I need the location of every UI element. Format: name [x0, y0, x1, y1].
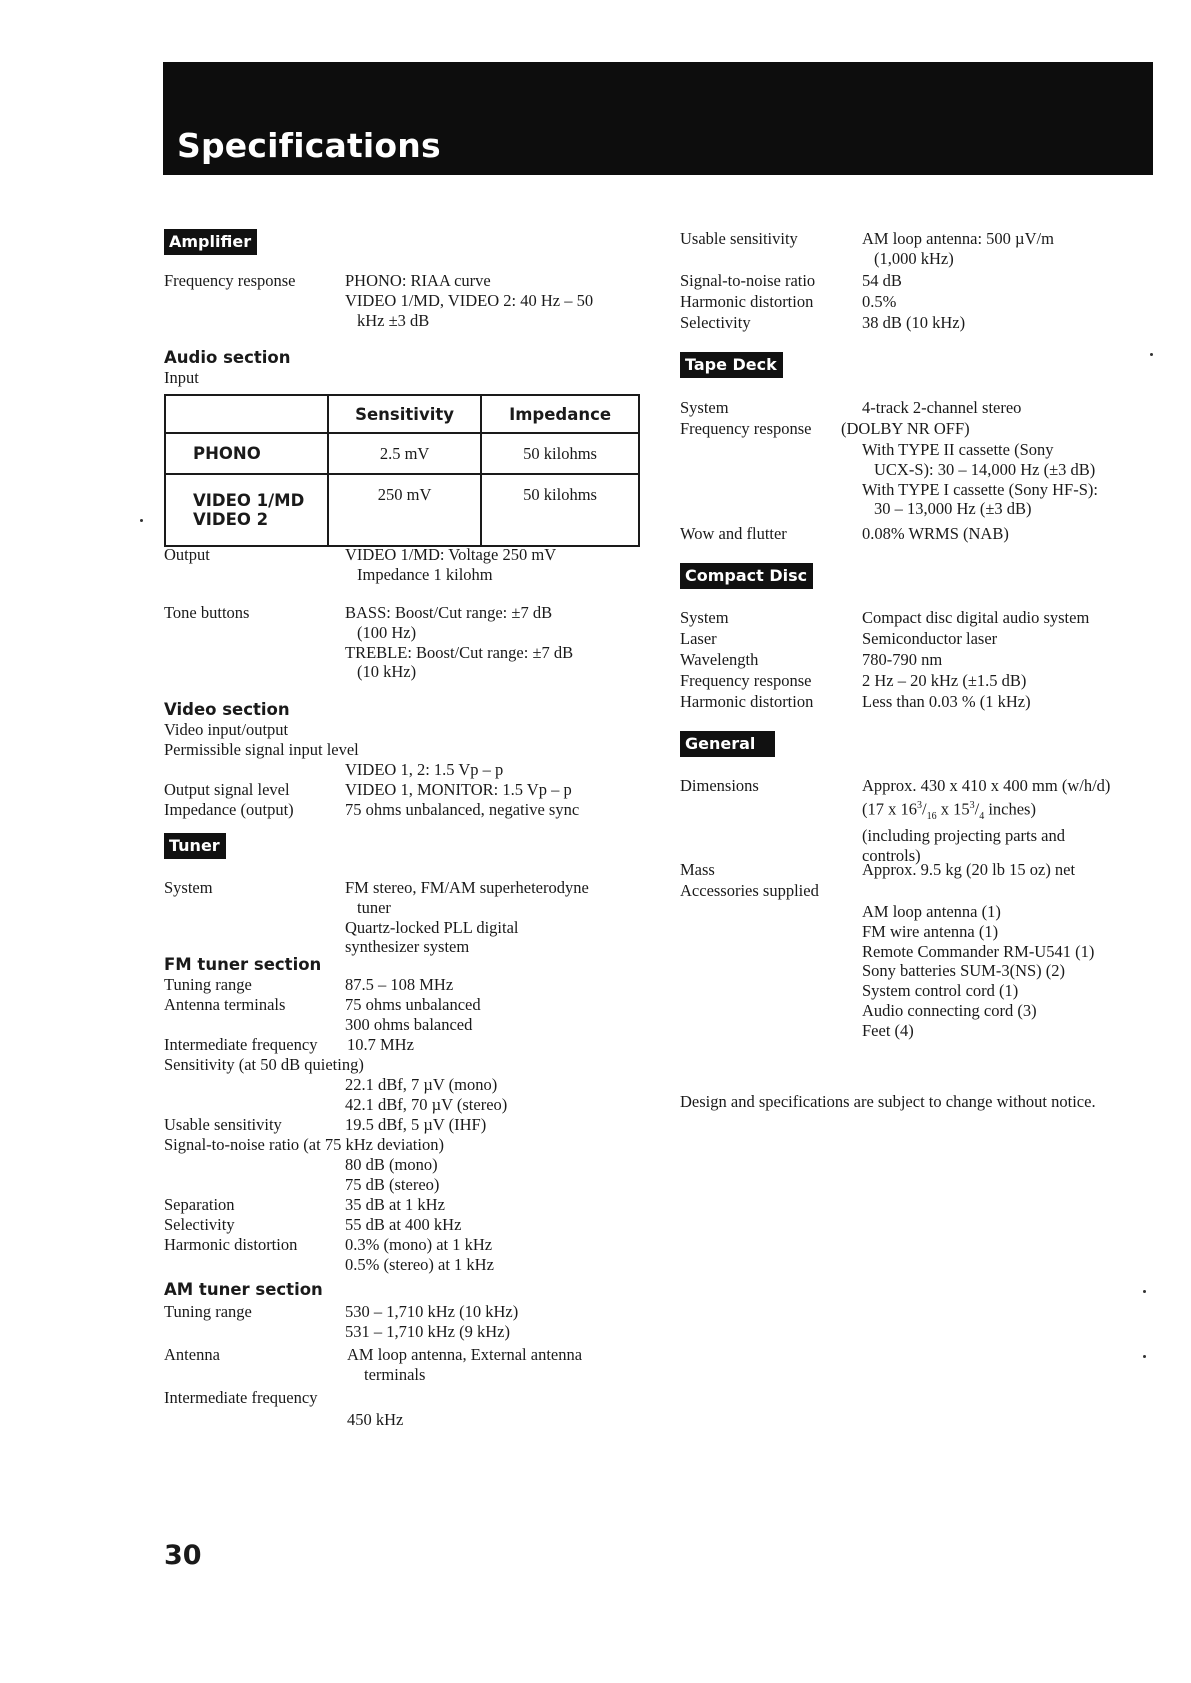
- value: [345, 995, 481, 1035]
- scan-mark: [140, 519, 143, 522]
- label: Tuning range: [164, 975, 252, 994]
- title-banner: [163, 62, 1153, 175]
- label: Usable sensitivity: [680, 229, 798, 248]
- list-item: FM wire antenna (1): [862, 921, 999, 941]
- fm-section-heading: FM tuner section: [164, 955, 322, 974]
- value: [345, 603, 573, 682]
- value-line: 42.1 dBf, 70 µV (stereo): [345, 1094, 508, 1114]
- label: Tone buttons: [164, 603, 250, 622]
- value-line: With TYPE II cassette (Sony: [862, 440, 1054, 459]
- compact-disc-tag: Compact Disc: [680, 563, 813, 589]
- value-line: controls): [862, 846, 921, 866]
- text: 16: [926, 810, 937, 822]
- value-line: PHONO: RIAA curve: [345, 271, 491, 290]
- label: Frequency response: [680, 419, 812, 438]
- label: Selectivity: [680, 313, 751, 332]
- general-tag: General: [680, 731, 775, 757]
- value-line: Impedance 1 kilohm: [357, 564, 493, 584]
- value-line: (100 Hz): [357, 622, 417, 642]
- value-line: 300 ohms balanced: [345, 1014, 473, 1034]
- row-sensitivity: 250 mV: [328, 474, 481, 546]
- specification-notice: Design and specifications are subject to change without notice.: [680, 1092, 1096, 1111]
- value-line: 530 – 1,710 kHz (10 kHz): [345, 1302, 519, 1321]
- label: Tuning range: [164, 1302, 252, 1321]
- input-label: Input: [164, 368, 199, 387]
- label: Signal-to-noise ratio: [680, 271, 816, 290]
- value-line: BASS: Boost/Cut range: ±7 dB: [345, 603, 553, 622]
- value-line: 80 dB (mono): [345, 1155, 438, 1174]
- value: [345, 878, 589, 957]
- label: Wavelength: [680, 650, 759, 669]
- value: 780-790 nm: [862, 650, 943, 669]
- value-line: terminals: [364, 1364, 426, 1384]
- value: 2 Hz – 20 kHz (±1.5 dB): [862, 671, 1027, 690]
- label: System: [164, 878, 213, 897]
- value: 0.5%: [862, 292, 897, 311]
- label: Dimensions: [680, 776, 759, 795]
- value-line: VIDEO 1/MD: Voltage 250 mV: [345, 545, 557, 564]
- row-impedance: 50 kilohms: [481, 433, 639, 474]
- list-item: System control cord (1): [862, 981, 1019, 1001]
- value-line: 75 dB (stereo): [345, 1174, 440, 1194]
- value: [345, 545, 556, 585]
- text: 3: [969, 799, 975, 811]
- table-header-sensitivity: Sensitivity: [328, 395, 481, 433]
- list-item: Sony batteries SUM-3(NS) (2): [862, 961, 1066, 981]
- value: 10.7 MHz: [347, 1035, 414, 1054]
- value-line: Approx. 430 x 410 x 400 mm (w/h/d): [862, 776, 1111, 795]
- label: Intermediate frequency: [164, 1035, 318, 1054]
- label: Separation: [164, 1195, 235, 1214]
- table-row: [165, 433, 639, 474]
- text: /: [922, 799, 927, 819]
- label: Accessories supplied: [680, 881, 819, 900]
- label: Output signal level: [164, 780, 290, 799]
- permissible-value: VIDEO 1, 2: 1.5 Vp – p: [345, 760, 504, 779]
- row-name: [165, 474, 328, 546]
- value-line: UCX-S): 30 – 14,000 Hz (±3 dB): [874, 459, 1096, 479]
- value: [345, 271, 593, 330]
- row-sensitivity: 2.5 mV: [328, 433, 481, 474]
- value: 0.08% WRMS (NAB): [862, 524, 1009, 543]
- value: [345, 1075, 507, 1115]
- text: inches): [984, 799, 1036, 819]
- label: Harmonic distortion: [680, 692, 814, 711]
- value-line: 531 – 1,710 kHz (9 kHz): [345, 1321, 510, 1341]
- am-intermediate-value: 450 kHz: [347, 1410, 404, 1429]
- text: /: [974, 799, 980, 819]
- list-item: AM loop antenna (1): [862, 902, 1001, 921]
- video-io-label: Video input/output: [164, 720, 289, 739]
- value: Less than 0.03 % (1 kHz): [862, 692, 1031, 711]
- value-line: 30 – 13,000 Hz (±3 dB): [874, 499, 1032, 519]
- scan-mark: [1143, 1355, 1146, 1358]
- tuner-tag: Tuner: [164, 833, 226, 859]
- value: Compact disc digital audio system: [862, 608, 1090, 627]
- value-line: 0.5% (stereo) at 1 kHz: [345, 1254, 494, 1274]
- value: [862, 440, 1098, 519]
- value: 75 ohms unbalanced, negative sync: [345, 800, 580, 819]
- tape-deck-tag: Tape Deck: [680, 352, 783, 378]
- value-line: Quartz-locked PLL digital: [345, 917, 519, 937]
- label: Impedance (output): [164, 800, 294, 819]
- row-impedance: 50 kilohms: [481, 474, 639, 546]
- value-line: AM loop antenna, External antenna: [347, 1345, 583, 1364]
- value: 87.5 – 108 MHz: [345, 975, 454, 994]
- text: 3: [917, 799, 922, 811]
- value: [862, 902, 1094, 1041]
- label: Frequency response: [680, 671, 812, 690]
- table-header-row: [165, 395, 639, 433]
- input-spec-table: [164, 394, 640, 547]
- value: [345, 1155, 439, 1195]
- value: Approx. 9.5 kg (20 lb 15 oz) net: [862, 860, 1076, 879]
- label: Antenna terminals: [164, 995, 286, 1014]
- value-line: tuner: [357, 897, 391, 917]
- table-row: [165, 474, 639, 546]
- value: 35 dB at 1 kHz: [345, 1195, 445, 1214]
- value: [347, 1345, 582, 1385]
- video-section-heading: Video section: [164, 700, 290, 719]
- value-line: synthesizer system: [345, 937, 470, 957]
- value-note: (DOLBY NR OFF): [841, 419, 970, 438]
- value-line: (10 kHz): [357, 662, 417, 682]
- value-line: VIDEO 1/MD, VIDEO 2: 40 Hz – 50: [345, 290, 594, 310]
- scan-mark: [1143, 1290, 1146, 1293]
- page-title: Specifications: [177, 126, 441, 165]
- label: System: [680, 398, 729, 417]
- value: [345, 1302, 518, 1342]
- list-item: Remote Commander RM-U541 (1): [862, 941, 1095, 961]
- value: VIDEO 1, MONITOR: 1.5 Vp – p: [345, 780, 572, 799]
- value: [345, 1235, 494, 1275]
- label: Harmonic distortion: [680, 292, 814, 311]
- label: Usable sensitivity: [164, 1115, 282, 1134]
- value-line: 0.3% (mono) at 1 kHz: [345, 1235, 493, 1254]
- label: System: [680, 608, 729, 627]
- value-line: 75 ohms unbalanced: [345, 995, 481, 1014]
- text: 4: [979, 810, 985, 822]
- value-line: With TYPE I cassette (Sony HF-S):: [862, 479, 1098, 499]
- value-line: TREBLE: Boost/Cut range: ±7 dB: [345, 642, 574, 662]
- text: (17 x 16: [862, 799, 917, 819]
- page-number: 30: [164, 1540, 202, 1571]
- value-line: 22.1 dBf, 7 µV (mono): [345, 1075, 498, 1094]
- label: Mass: [680, 860, 715, 879]
- value: 55 dB at 400 kHz: [345, 1215, 462, 1234]
- value-line: AM loop antenna: 500 µV/m: [862, 229, 1054, 248]
- label: Frequency response: [164, 271, 296, 290]
- list-item: Audio connecting cord (3): [862, 1000, 1037, 1020]
- value: [862, 229, 1054, 269]
- amplifier-tag: Amplifier: [164, 229, 257, 255]
- label: Antenna: [164, 1345, 220, 1364]
- table-header-blank: [165, 395, 328, 433]
- label: Output: [164, 545, 210, 564]
- value-line-fraction: [862, 796, 1110, 827]
- permissible-label: Permissible signal input level: [164, 740, 359, 759]
- value-line: (1,000 kHz): [874, 248, 954, 268]
- label: Wow and flutter: [680, 524, 787, 543]
- fm-snr-label: Signal-to-noise ratio (at 75 kHz deviation): [164, 1135, 444, 1154]
- value-line: kHz ±3 dB: [357, 310, 430, 330]
- table-header-impedance: Impedance: [481, 395, 639, 433]
- scan-mark: [1150, 353, 1153, 356]
- fm-sensitivity-label: Sensitivity (at 50 dB quieting): [164, 1055, 364, 1074]
- value: [862, 776, 1110, 866]
- label: Harmonic distortion: [164, 1235, 298, 1254]
- row-name-line: VIDEO 2: [193, 510, 269, 529]
- label: Selectivity: [164, 1215, 235, 1234]
- value: 4-track 2-channel stereo: [862, 398, 1022, 417]
- value: 38 dB (10 kHz): [862, 313, 966, 332]
- value-line: (including projecting parts and: [862, 826, 1065, 846]
- value-line: FM stereo, FM/AM superheterodyne: [345, 878, 589, 897]
- row-name-line: VIDEO 1/MD: [193, 491, 305, 510]
- row-name: PHONO: [165, 433, 328, 474]
- value: 19.5 dBf, 5 µV (IHF): [345, 1115, 487, 1134]
- am-intermediate-label: Intermediate frequency: [164, 1388, 318, 1407]
- am-section-heading: AM tuner section: [164, 1280, 323, 1299]
- text: x 15: [936, 799, 970, 819]
- audio-section-heading: Audio section: [164, 348, 291, 367]
- value: Semiconductor laser: [862, 629, 998, 648]
- value: 54 dB: [862, 271, 902, 290]
- list-item: Feet (4): [862, 1020, 914, 1040]
- label: Laser: [680, 629, 717, 648]
